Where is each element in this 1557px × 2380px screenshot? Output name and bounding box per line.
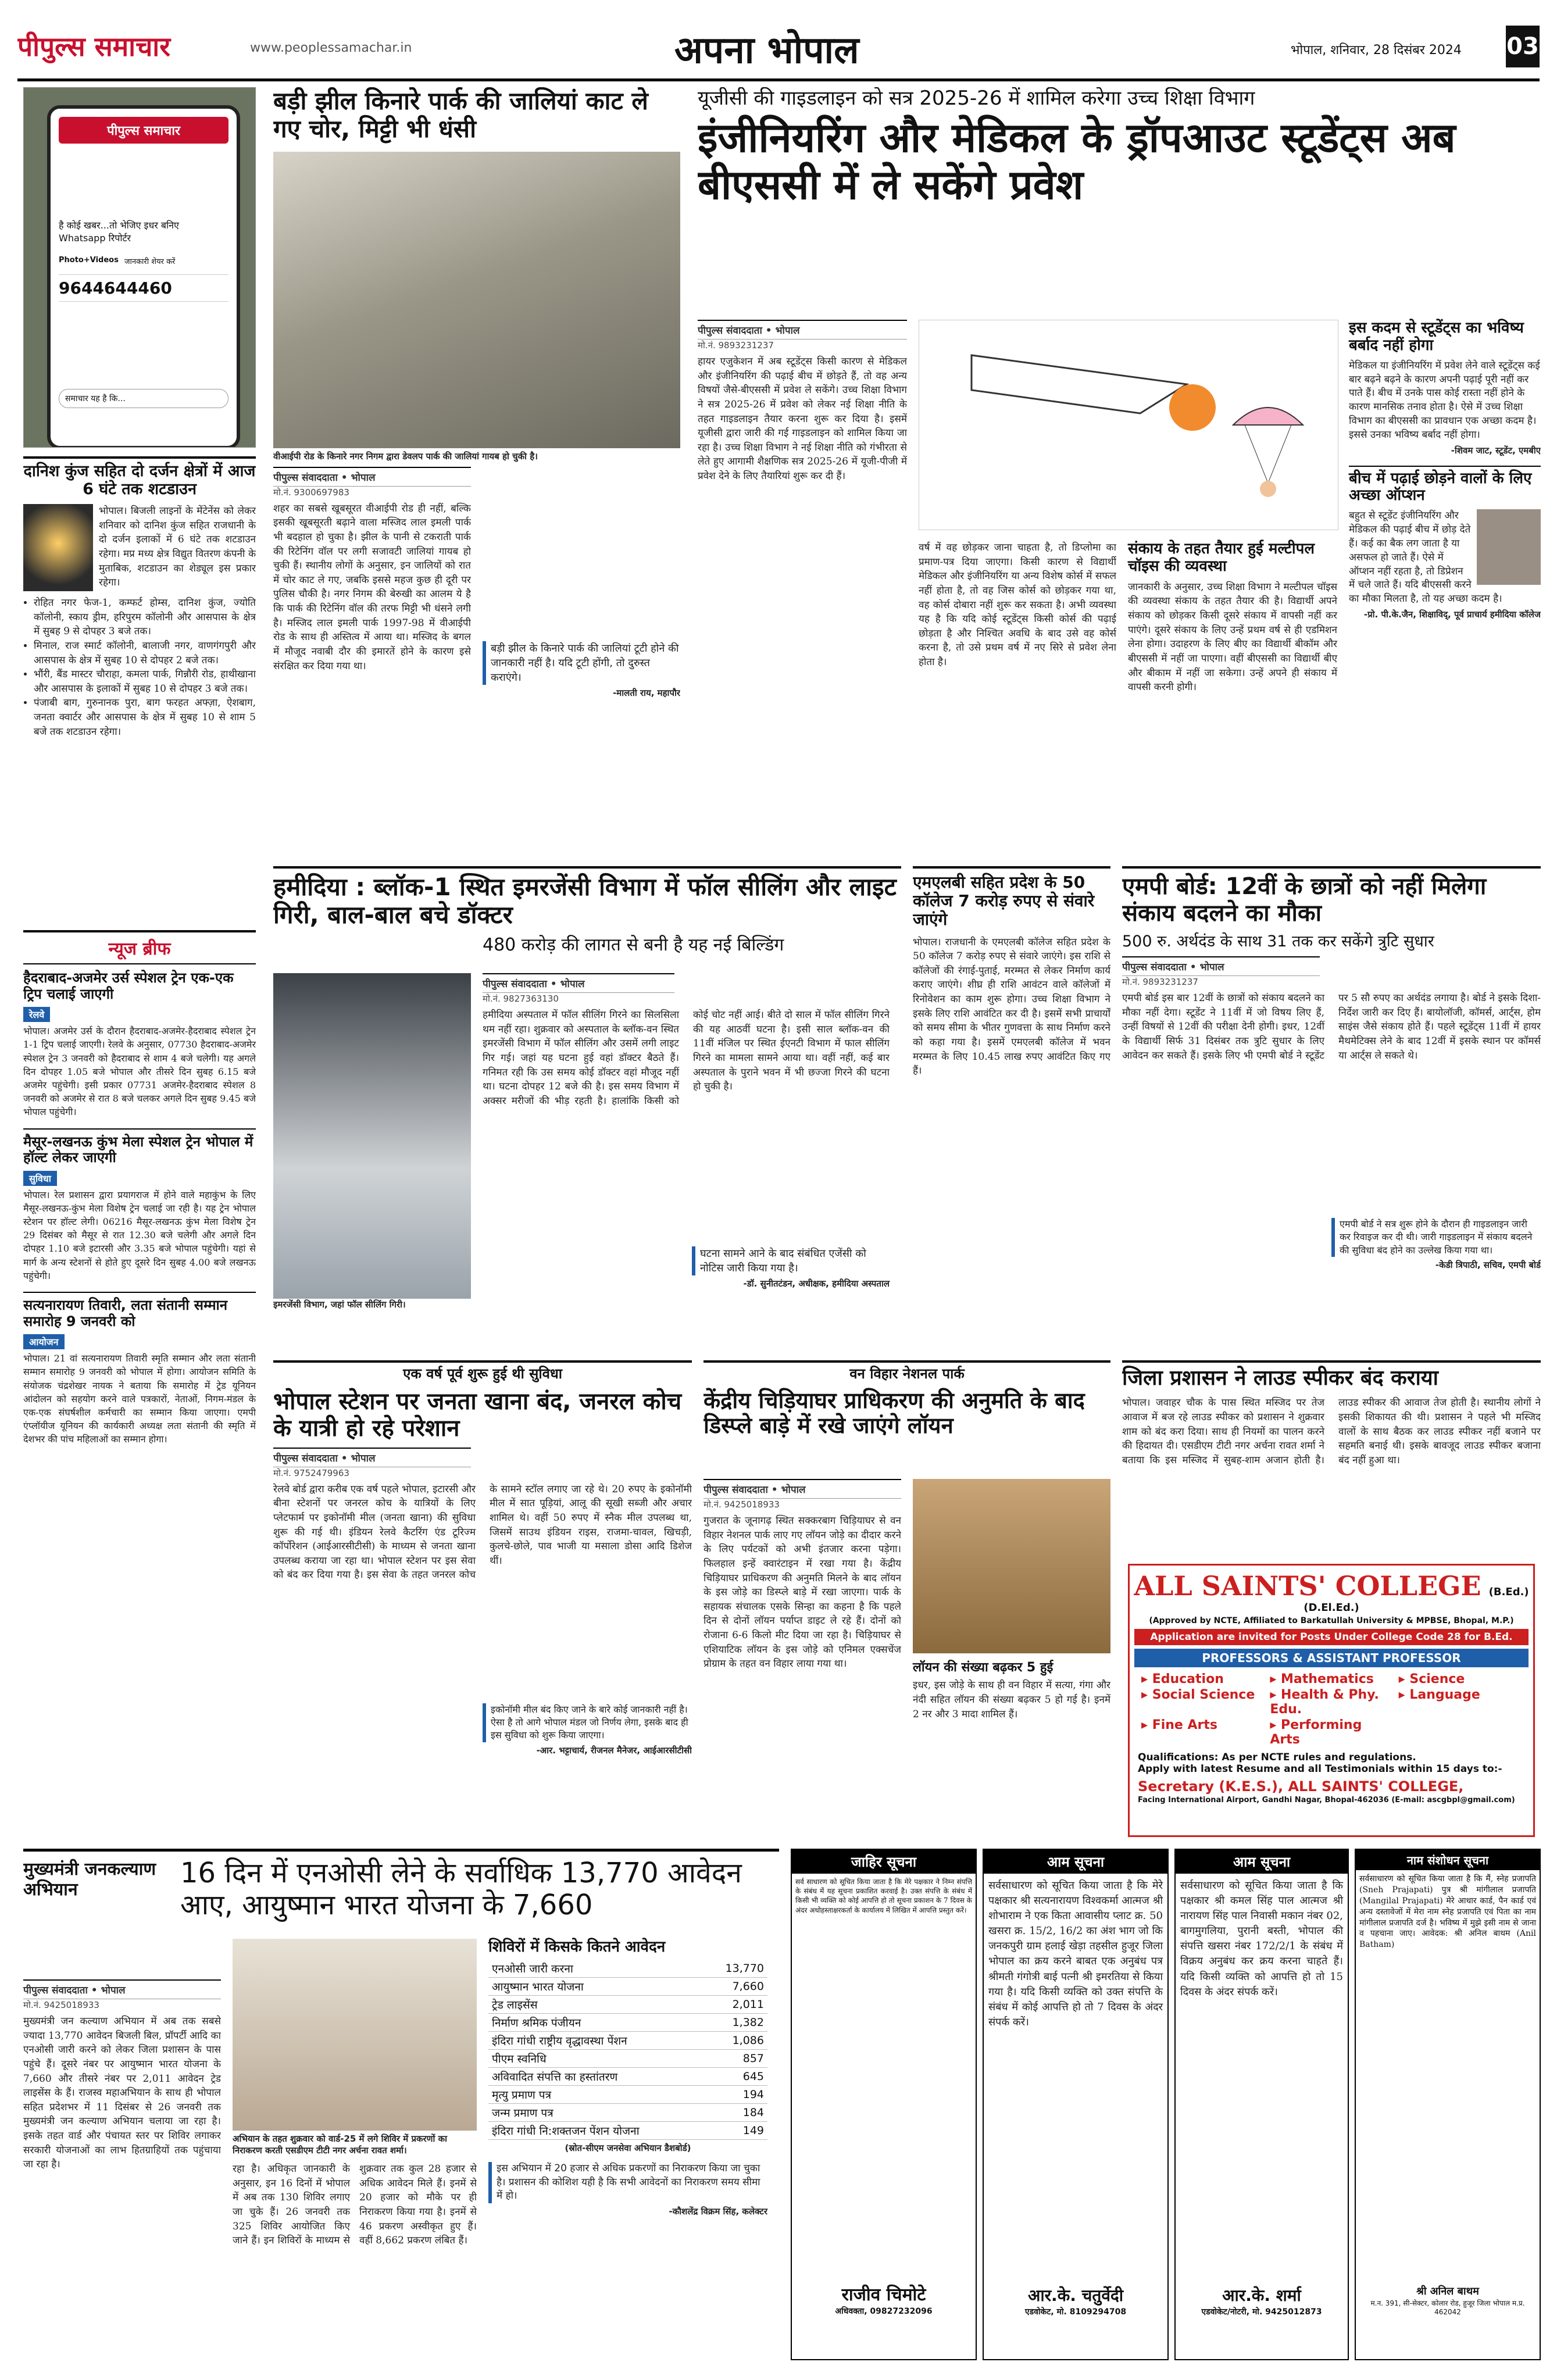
expert-quote-headline[interactable]: बीच में पढ़ाई छोड़ने वालों के लिए अच्छा ऑप्शन (1349, 466, 1541, 505)
notice-4[interactable] (1355, 1849, 1541, 2360)
hamidia-photo (273, 973, 471, 1299)
notice-2[interactable] (983, 1849, 1169, 2360)
colleges-body: भोपाल। राजधानी के एमएलबी कॉलेज सहित प्रदेश के 50 कॉलेज 7 करोड़ रुपए से संवारे जाएंगे। इस राशि से कॉलेजों की रंगाई-पुताई, मरम्मत से लेकर निर्माण कार्य कराए जाएंगे। शीघ्र ही राशि आवंटन वाले कॉलेजों में रिनोवेशन का काम शुरू होगा। उच्च शिक्षा विभाग ने इसके लिए राशि आवंटित कर दी है। इसमें सभी प्राचार्यों को समय सीमा के भीतर गुणवत्ता के साथ निर्माण करने को कहा गया है। इसमें एमएलबी कॉलेज में भवन मरम्मत के लिए 10.45 लाख रुपए आवंटित किए गए हैं। (913, 936, 1110, 1077)
power-cut-body: भोपाल। बिजली लाइनों के मेंटेनेंस को लेकर शनिवार को दानिश कुंज सहित राजधानी के दो दर्जन इलाकों में 6 घंटे तक शटडाउन रहेगा। मप्र मध्य क्षेत्र विद्युत वितरण कंपनी के मुताबिक, शटडाउन का शेड्यूल इस प्रकार रहेगा। (99, 505, 256, 589)
station-story (273, 1360, 692, 1837)
lake-body: शहर का सबसे खूबसूरत वीआईपी रोड ही नहीं, बल्कि इसकी खूबसूरती बढ़ाने वाला मस्जिद लाल इमली पार्क भी बदहाल हो चुका है। झील के पानी से टकराती पार्क की रिटेनिंग वॉल पर लगी सजावटी जालियां गायब हो चुकी हैं। स्थानीय लोगों के अनुसार, इन जालियों को रात में चोर काट ले गए, जबकि इससे महज कुछ ही दूरी पर पुलिस चौकी है। नगर निगम की बेरुखी का आलम ये है कि पार्क की रिटेनिंग वॉल की तरफ मिट्टी भी धंसने लगी है। मस्जिद लाल इमली पार्क 1997-98 में वीआईपी रोड के साथ ही अस्तित्व में आया था। मस्जिद के बगल में मौजूद नवाबी दौर की इमारतें होने के कारण इसे संरक्षित कर दिया गया था। (273, 502, 471, 672)
lion-byline: पीपुल्स संवाददाता • भोपाल (703, 1479, 901, 1499)
table-row: ट्रेड लाइसेंस 2,011 (488, 1995, 767, 2013)
collector-quote: इस अभियान में 20 हजार से अधिक प्रकरणों का निराकरण किया जा चुका है। प्रशासन की कोशिश यही है कि सभी आवेदनों का निराकरण समय सीमा में हो। (488, 2162, 767, 2203)
college-address: Facing International Airport, Gandhi Nagar, Bhopal-462036 (E-mail: ascgbpl@gmail.com) (1138, 1796, 1515, 1804)
lion-headline[interactable]: केंद्रीय चिड़ियाघर प्राधिकरण की अनुमति के बाद डिस्प्ले बाड़े में रखे जाएंगे लॉयन (703, 1387, 1085, 1439)
ayushman-story (23, 1849, 779, 2360)
station-body: रेलवे बोर्ड द्वारा करीब एक वर्ष पहले भोपाल, इटारसी और बीना स्टेशनों पर जनरल कोच के यात्रियों के लिए प्लेटफार्म पर इकोनॉमी मील (जनता खाना) की सुविधा शुरू की गई थी। इंडियन रेलवे कैटरिंग एंड टूरिज्म कॉर्पोरेशन (आईआरसीटीसी) के माध्यम से जनता खाना उपलब्ध कराया जा रहा था। भोपाल स्टेशन पर इस सेवा को बंद कर दिया गया है। इस सेवा के तहत जनरल कोच के सामने स्टॉल लगाए जा रहे थे। 20 रुपए के इकोनॉमी मील में सात पूड़ियां, आलू की सूखी सब्जी और अचार शामिल थे। वहीं 50 रुपए में स्नैक मील उपलब्ध था, जिसमें साउथ इंडियन राइस, राजमा-चावल, खिचड़ी, कुलचे-छोले, पाव भाजी या मसाला डोसा आदि डिशेज थीं। (273, 1483, 692, 1581)
applications-table (488, 1960, 767, 2140)
brief-3-body: भोपाल। 21 वां सत्यनारायण तिवारी स्मृति सम्मान और लता संतानी सम्मान समारोह 9 जनवरी को भोपाल में होगा। आयोजन समिति के संयोजक चंद्रशेखर नायक ने बताया कि समारोह में ट्रेड यूनियन आंदोलन को सहयोग करने वाले पत्रकारों, नेताओं, निगम-मंडल के एक-एक संघर्षशील कर्मचारी का सम्मान किया जाएगा। एमपी एंप्लॉयीज यूनियन की कार्यकारी अध्यक्ष लता संतानी की स्मृति में देशभर की पांच महिलाओं का सम्मान होगा। (23, 1353, 256, 1445)
notice-text: सर्व साधारण को सूचित किया जाता है कि मेरे पक्षकार ने निम्न संपत्ति के संबंध में यह सूचना प्रकाशित करवाई है। उक्त संपत्ति के संबंध में किसी भी व्यक्ति को कोई आपत्ति हो तो सूचना प्रकाशन के 7 दिवस के अंदर अधोहस्ताक्षरकर्ता के कार्यालय में लिखित में आपत्ति प्रस्तुत करें। (795, 1878, 972, 1914)
website-url[interactable]: www.peoplessamachar.in (250, 41, 412, 55)
plane-parachute-icon (919, 320, 1338, 530)
ugc-body-1: हायर एजुकेशन में अब स्टूडेंट्स किसी कारण से मेडिकल और इंजीनियरिंग की पढ़ाई बीच में छोड़ते हैं, तो वह अन्य विषयों जैसे-बीएससी में प्रवेश ले सकेंगे। उच्च शिक्षा विभाग ने सत्र 2025-26 में प्रवेश को लेकर नई शिक्षा नीति के तहत गाइडलाइन तैयार करना शुरू कर दिया है। इसमें यूजीसी द्वारा जारी की गई गाइडलाइन को शामिल किया जा रहा है। उच्च शिक्षा विभाग ने नई शिक्षा नीति को गंभीरता से लेते हुए आगामी शैक्षणिक सत्र 2025-26 में यूजी-पीजी में प्रवेश देने के लिए तैयारियां शुरू कर दी हैं। (698, 356, 907, 483)
subject-item: ▸ Language (1398, 1688, 1480, 1702)
notice-1[interactable] (791, 1849, 977, 2360)
student-quote-headline[interactable]: इस कदम से स्टूडेंट्स का भविष्य बर्बाद नहीं होगा (1349, 319, 1524, 354)
ad-tagline: है कोई खबर...तो भेजिए इधर बनिए Whatsapp रिपोर्टर (59, 220, 179, 244)
subject-item: ▸ Mathematics (1270, 1672, 1374, 1686)
table-row: इंदिरा गांधी राष्ट्रीय वृद्धावस्था पेंशन 1,086 (488, 2031, 767, 2049)
lake-quote-author: -मालती राय, महापौर (613, 688, 680, 699)
college-courses: (B.Ed.) (D.El.Ed.) (1304, 1586, 1529, 1614)
notice-title: नाम संशोधन सूचना (1356, 1850, 1540, 1870)
brief-2-headline[interactable]: मैसूर-लखनऊ कुंभ मेला स्पेशल ट्रेन भोपाल में हॉल्ट लेकर जाएगी (23, 1128, 256, 1166)
lion-box-body: इधर, इस जोड़े के साथ ही वन विहार में सत्या, गंगा और नंदी सहित लॉयन की संख्या बढ़कर 5 हो गई है। इनमें 2 नर और 3 मादा शामिल हैं। (913, 1679, 1110, 1720)
cartoon-image (919, 320, 1338, 530)
mp-board-story (1122, 866, 1541, 1343)
expert-quote: बहुत से स्टूडेंट इंजीनियरिंग और मेडिकल की पढ़ाई बीच में छोड़ देते हैं। कई का बैक लग जाता है या असफल हो जाते हैं। ऐसे में ऑप्शन नहीं रहता है, तो डिप्रेशन में चले जाते हैं। यदि बीएससी करने का मौका मिलता है, तो यह अच्छा कदम है। (1349, 510, 1502, 605)
station-kicker: एक वर्ष पूर्व शुरू हुई थी सुविधा (403, 1366, 562, 1382)
subject-item: ▸ Health & Phy. Edu. (1270, 1688, 1379, 1717)
notice-signer: आर.के. शर्मा (1222, 2286, 1301, 2305)
whatsapp-reporter-ad[interactable] (23, 87, 256, 448)
mp-board-mobile: मो.नं. 9893231237 (1122, 977, 1198, 988)
bulb-icon (23, 504, 93, 591)
ugc-story (698, 87, 1541, 849)
ayushman-photo-caption: अभियान के तहत शुक्रवार को वार्ड-25 में लगे शिविर में प्रकरणों का निराकरण करती एसडीएम टीटी नगर अर्चना रावत शर्मा। (233, 2134, 447, 2156)
subject-item: ▸ Social Science (1141, 1688, 1255, 1702)
student-quote-author: -शिवम जाट, स्टूडेंट, एमबीए (1451, 445, 1541, 456)
lion-box-headline[interactable]: लॉयन की संख्या बढ़कर 5 हुई (913, 1660, 1054, 1675)
subject-item: ▸ Science (1398, 1672, 1465, 1686)
lake-story (273, 87, 680, 849)
colleges-headline[interactable]: एमएलबी सहित प्रदेश के 50 कॉलेज 7 करोड़ रुपए से संवारे जाएंगे (913, 873, 1095, 930)
college-name: ALL SAINTS' COLLEGE (1134, 1570, 1481, 1602)
expert-quote-author: -प्रो. पी.के.जैन, शिक्षाविद्, पूर्व प्राचार्य हमीदिया कॉलेज (1363, 609, 1541, 620)
dateline: भोपाल, शनिवार, 28 दिसंबर 2024 (1291, 43, 1462, 58)
mp-board-subhead: 500 रु. अर्थदंड के साथ 31 तक कर सकेंगे त्रुटि सुधार (1122, 932, 1434, 950)
station-byline: पीपुल्स संवाददाता • भोपाल (273, 1448, 471, 1467)
notice-signer: श्री अनिल बाथम (1416, 2285, 1479, 2297)
posts-title: PROFESSORS & ASSISTANT PROFESSOR (1134, 1649, 1529, 1667)
table-source: (स्रोत-सीएम जनसेवा अभियान डैशबोर्ड) (565, 2142, 691, 2153)
ugc-kicker: यूजीसी की गाइडलाइन को सत्र 2025-26 में शामिल करेगा उच्च शिक्षा विभाग (698, 87, 1255, 110)
masthead (17, 17, 1540, 81)
page-number: 03 (1506, 26, 1540, 67)
applications-table-title: शिविरों में किसके कितने आवेदन (488, 1938, 666, 1956)
hamidia-body: हमीदिया अस्पताल में फॉल सीलिंग गिरने का सिलसिला थम नहीं रहा। शुक्रवार को अस्पताल के ब्लॉक-वन स्थित इमरजेंसी विभाग में फॉल सीलिंग और उसमें लगी लाइट गिर गई। जहां यह घटना हुई वहां डॉक्टर बैठते हैं। गनिमत रही कि उस समय कोई डॉक्टर वहां मौजूद नहीं था। घटना दोपहर 12 बजे की है। इस समय विभाग में अक्सर मरीजों की भीड़ रहती है। हालांकि किसी को कोई चोट नहीं आई। बीते दो साल में फॉल सीलिंग गिरने की यह आठवीं घटना है। इसी साल ब्लॉक-वन की 11वीं मंजिल पर स्थित ईएनटी विभाग में फाल सीलिंग गिरने का मामला सामने आया था। वहीं नहीं, कई बार अस्पताल के पुराने भवन में भी छज्जा गिरने की घटना हो चुकी है। (483, 1009, 890, 1107)
table-row: मृत्यु प्रमाण पत्र 194 (488, 2085, 767, 2103)
loudspeaker-headline[interactable]: जिला प्रशासन ने लाउड स्पीकर बंद कराया (1122, 1366, 1438, 1390)
loudspeaker-story (1122, 1360, 1541, 1552)
college-secretary: Secretary (K.E.S.), ALL SAINTS' COLLEGE, (1138, 1778, 1464, 1795)
ayushman-photo (233, 1939, 477, 2131)
table-row: एनओसी जारी करना 13,770 (488, 1960, 767, 1978)
ayushman-mobile: मो.नं. 9425018933 (23, 2000, 99, 2010)
mp-board-quote: एमपी बोर्ड ने सत्र शुरू होने के दौरान ही गाइडलाइन जारी कर रिवाइज कर दी थी। जारी गाइडलाइन में संकाय बदलने की सुविधा बंद होने का उल्लेख किया गया था। (1331, 1218, 1541, 1257)
college-qualification: Qualifications: As per NCTE rules and regulations. (1138, 1752, 1416, 1763)
table-row: आयुष्मान भारत योजना 7,660 (488, 1977, 767, 1995)
brief-1-label: रेलवे (23, 1007, 50, 1022)
hamidia-quote-author: -डॉ. सुनीतटंडन, अधीक्षक, हमीदिया अस्पताल (743, 1278, 890, 1289)
notice-signer-detail: एडवोकेट, मो. 8109294708 (1024, 2307, 1127, 2317)
ad-info-label: जानकारी शेयर करें (124, 258, 176, 267)
campaign-tag: मुख्यमंत्री जनकल्याण अभियान (23, 1859, 156, 1900)
ayushman-headline[interactable]: 16 दिन में एनओसी लेने के सर्वाधिक 13,770 आवेदन आए, आयुष्मान भारत योजना के 7,660 (180, 1857, 742, 1922)
news-brief-title: न्यूज ब्रीफ (23, 932, 256, 964)
hamidia-mobile: मो.नं. 9827363130 (483, 994, 559, 1004)
college-apply: Apply with latest Resume and all Testimonials within 15 days to:- (1138, 1763, 1502, 1775)
notice-title: जाहिर सूचना (792, 1850, 976, 1874)
hamidia-headline[interactable]: हमीदिया : ब्लॉक-1 स्थित इमरजेंसी विभाग में फॉल सीलिंग और लाइट गिरी, बाल-बाल बचे डॉक्टर (273, 873, 897, 930)
notice-text: सर्वसाधारण को सूचित किया जाता है कि मेरे पक्षकार श्री सत्यनारायण विश्वकर्मा आत्मज श्री शोभाराम ने एक किता आवासीय प्लाट क्र. 50 खसरा क्र. 15/2, 16/2 का अंश भाग जो कि जनकपुरी ग्राम हलाई खेड़ा तहसील हुजूर जिला भोपाल का क्रय करने बाबत एक अनुबंध पत्र श्रीमती गंगोत्री बाई पत्नी श्री इमरतिया से किया गया है। यदि किसी व्यक्ति को उक्त संपत्ति के संबंध में कोई आपत्ति हो तो 7 दिवस के अंदर संपर्क करें। (988, 1879, 1163, 2028)
collector-quote-author: -कौशलेंद्र विक्रम सिंह, कलेक्टर (669, 2206, 767, 2217)
table-row: इंदिरा गांधी नि:शक्तजन पेंशन योजना 149 (488, 2121, 767, 2139)
hamidia-subhead: 480 करोड़ की लागत से बनी है यह नई बिल्डिंग (483, 934, 784, 955)
mp-board-body: एमपी बोर्ड इस बार 12वीं के छात्रों को संकाय बदलने का मौका नहीं देगा। स्टूडेंट ने 11वीं में जो विषय लिए हैं, उन्हीं विषयों से 12वीं की परीक्षा देनी होगी। इधर, 12वीं के विद्यार्थी सिर्फ 31 दिसंबर तक त्रुटि सुधार के लिए आवेदन कर सकते हैं। इसके लिए भी एमपी बोर्ड ने स्टूडेंट पर 5 सौ रुपए का अर्थदंड लगाया है। बोर्ड ने इसके दिशा-निर्देश जारी कर दिए हैं। बायोलॉजी, कॉमर्स, आर्ट्स, होम साइंस जैसे संकाय होते हैं। पहले स्टूडेंट्स 11वीं में हायर मैथमेटिक्स लेने के बाद 12वीं में इसके स्थान पर कॉमर्स या आर्ट्स ले सकते थे। (1122, 992, 1541, 1062)
student-quote: मेडिकल या इंजीनियरिंग में प्रवेश लेने वाले स्टूडेंट्स कई बार बढ़ने बढ़ने के कारण अपनी पढ़ाई पूरी नहीं कर पाते हैं। बीच में उनके पास कोई रास्ता नहीं होने के कारण मानसिक तनाव होता है। ऐसे में उच्च शिक्षा विभाग का बीएससी का प्रावधान एक अच्छा कदम है। इससे उनका भविष्य बर्बाद नहीं होगा। (1349, 359, 1540, 441)
power-cut-item: • पंजाबी बाग, गुरुनानक पुरा, बाग फरहत अफ्ज़ा, ऐशबाग, जनता क्वार्टर और आसपास के क्षेत्र में सुबह 10 से शाम 5 बजे तक शटडाउन रहेगा। (34, 696, 256, 739)
lion-story (703, 1360, 1110, 1837)
mp-board-byline: पीपुल्स संवाददाता • भोपाल (1122, 956, 1320, 976)
ugc-body-2: वर्ष में वह छोड़कर जाना चाहता है, तो डिप्लोमा का प्रमाण-पत्र दिया जाएगा। किसी कारण से विद्यार्थी मेडिकल और इंजीनियरिंग या अन्य विशेष कोर्स में सफल नहीं होता है, तो वह जिस कोर्स को छोड़कर गया था, वह कोर्स दोबारा नहीं शुरू कर सकता है। अभी व्यवस्था यह है कि यदि कोई स्टूडेंट्स किसी कोर्स की पढ़ाई छोड़ता है और निश्चित अवधि के बाद उसे वह कोर्स करना है, तो उसे प्रथम वर्ष में नए सिरे से प्रवेश लेना होता है। (919, 542, 1116, 669)
table-row: निर्माण श्रमिक पंजीयन 1,382 (488, 2013, 767, 2031)
notice-title: आम सूचना (1176, 1850, 1348, 1874)
hamidia-story (273, 866, 901, 1343)
ugc-byline: पीपुल्स संवाददाता • भोपाल (698, 320, 907, 340)
brief-2-label: सुविधा (23, 1171, 57, 1186)
brief-3-headline[interactable]: सत्यनारायण तिवारी, लता संतानी सम्मान समारोह 9 जनवरी को (23, 1292, 256, 1330)
ad-logo: पीपुल्स समाचार (59, 117, 228, 144)
notice-signer: राजीव चिमोटे (841, 2285, 926, 2305)
expert-avatar (1477, 509, 1541, 585)
subject-item: ▸ Fine Arts (1141, 1718, 1218, 1732)
news-brief (23, 930, 256, 1837)
ad-phone-number[interactable]: 9644644460 (59, 274, 228, 302)
mp-board-quote-author: -केडी त्रिपाठी, सचिव, एमपी बोर्ड (1435, 1260, 1541, 1271)
college-approval: (Approved by NCTE, Affiliated to Barkatullah University & MPBSE, Bhopal, M.P.) (1149, 1616, 1514, 1625)
station-headline[interactable]: भोपाल स्टेशन पर जनता खाना बंद, जनरल कोच के यात्री हो रहे परेशान (273, 1388, 682, 1442)
notice-signer: आर.के. चतुर्वेदी (1027, 2286, 1124, 2305)
ayushman-body-2: रहा है। अधिकृत जानकारी के अनुसार, इन 16 दिनों में भोपाल में अब तक 130 शिविर लगाए जा चुके हैं। 26 जनवरी तक 325 शिविर आयोजित किए जाने हैं। इन शिविरों के माध्यम से शुक्रवार तक कुल 28 हजार से अधिक आवेदन मिले हैं। इनमें से 20 हजार को मौके पर ही निराकरण किया गया है। इनमें से 46 प्रकरण अस्वीकृत हुए हैं। वहीं 8,662 प्रकरण लंबित हैं। (233, 2163, 477, 2247)
lion-kicker: वन विहार नेशनल पार्क (849, 1366, 965, 1382)
lake-quote: बड़ी झील के किनारे पार्क की जालियां टूटी होने की जानकारी नहीं है। यदि टूटी होंगी, तो दुरुस्त कराएंगे। (483, 641, 680, 685)
college-invite: Application are invited for Posts Under College Code 28 for B.Ed. (1134, 1629, 1529, 1645)
hamidia-photo-caption: इमरजेंसी विभाग, जहां फॉल सीलिंग गिरी। (273, 1299, 406, 1310)
lake-headline[interactable]: बड़ी झील किनारे पार्क की जालियां काट ले गए चोर, मिट्टी भी धंसी (273, 87, 648, 144)
notice-text: सर्वसाधारण को सूचित किया जाता है कि मैं, स्नेह प्रजापति (Sneh Prajapati) पुत्र श्री मांगीलाल प्रजापति (Mangilal Prajapati) मेरे आधार कार्ड, पैन कार्ड एवं अन्य दस्तावेजों में मेरा नाम स्नेह प्रजापति एवं पिता का नाम मांगीलाल प्रजापति दर्ज है। भविष्य में मुझे इसी नाम से जाना व पहचाना जाए। आवेदक: श्री अनिल बाथम (Anil Batham) (1359, 1874, 1536, 1950)
power-cut-item: • भौंरी, बैंड मास्टर चौराहा, कमला पार्क, गिन्नौरी रोड, हाथीखाना और आसपास के इलाकों में सुबह 10 से दोपहर 3 बजे तक। (34, 667, 256, 696)
power-cut-item: • मिनाल, राज स्मार्ट कॉलोनी, बालाजी नगर, वाणगंगपुरी और आसपास के क्षेत्र में सुबह 10 से दोपहर 2 बजे तक। (34, 639, 256, 667)
mp-board-headline[interactable]: एमपी बोर्ड: 12वीं के छात्रों को नहीं मिलेगा संकाय बदलने का मौका (1122, 873, 1487, 927)
notice-signer-detail: एडवोकेट/नोटरी, मो. 9425012873 (1201, 2307, 1322, 2317)
notice-signer-detail: अधिवक्ता, 09827232096 (835, 2307, 933, 2316)
brief-3-label: आयोजन (23, 1334, 65, 1349)
power-cut-headline[interactable]: दानिश कुंज सहित दो दर्जन क्षेत्रों में आज 6 घंटे तक शटडाउन (23, 462, 256, 499)
ad-chat-bubble: समाचार यह है कि... (59, 389, 228, 408)
lake-photo (273, 152, 680, 448)
lion-photo (913, 1479, 1110, 1653)
section-title: अपना भोपाल (674, 29, 859, 72)
lake-photo-caption: वीआईपी रोड के किनारे नगर निगम द्वारा डेवलप पार्क की जालियां गायब हो चुकी है। (273, 451, 538, 462)
notice-title: आम सूचना (984, 1850, 1167, 1874)
subjects-list (1130, 1667, 1533, 1752)
paper-logo[interactable]: पीपुल्स समाचार (17, 31, 171, 62)
ugc-headline[interactable]: इंजीनियरिंग और मेडिकल के ड्रॉपआउट स्टूडेंट्स अब बीएससी में ले सकेंगे प्रवेश (698, 114, 1456, 209)
table-row: पीएम स्वनिधि 857 (488, 2049, 767, 2067)
brief-1-headline[interactable]: हैदराबाद-अजमेर उर्स स्पेशल ट्रेन एक-एक ट्रिप चलाई जाएगी (23, 970, 234, 1002)
notice-3[interactable] (1174, 1849, 1349, 2360)
table-row: अविवादित संपत्ति का हस्तांतरण 645 (488, 2067, 767, 2085)
power-cut-item: • रोहित नगर फेज-1, कम्फर्ट होम्स, दानिश कुंज, ज्योति कॉलोनी, स्काय ड्रीम, हरिपुरम कॉलोनी और आसपास के क्षेत्र में सुबह 9 से दोपहर 3 बजे तक। (34, 596, 256, 639)
lion-body: गुजरात के जूनागढ़ स्थित सक्करबाग चिड़ियाघर से वन विहार नेशनल पार्क लाए गए लॉयन जोड़े का दीदार करने के लिए पर्यटकों को अभी इंतजार करना पड़ेगा। फिलहाल इन्हें क्वारंटाइन में रखा गया है। केंद्रीय चिड़ियाघर प्राधिकरण की अनुमति मिलने के बाद लॉयन के इस जोड़े का डिस्प्ले बाड़े में रखा जाएगा। पार्क के सहायक संचालक एसके सिन्हा का कहना है कि पहले दिन से दोनों लॉयन पर्याप्त डाइट ले रहे हैं। दोनों को रोजाना 6-6 किलो मीट दिया जा रहा है। चिड़ियाघर से एशियाटिक लॉयन के इस जोड़े को एनिमल एक्सचेंज प्रोग्राम के तहत वन विहार लाया गया था। (703, 1515, 901, 1670)
faculty-box-body: जानकारी के अनुसार, उच्च शिक्षा विभाग ने मल्टीपल चॉइस की व्यवस्था संकाय के तहत तैयार की है। विद्यार्थी अपने संकाय को छोड़कर किसी दूसरे संकाय में वापसी नहीं कर पाएंगे। दूसरे संकाय के लिए उन्हें प्रथम वर्ष से ही एडमिशन लेना होगा। उदाहरण के लिए बीए का विद्यार्थी बीकॉम और बीएससी में नहीं जा पाएगा। वहीं बीएससी का विद्यार्थी बीए और बीकाम में नहीं जा सकेगा। उन्हें अपने ही संकाय में वापसी करनी होगी। (1128, 581, 1337, 694)
lake-mobile: मो.नं. 9300697983 (273, 487, 349, 498)
hamidia-quote: घटना सामने आने के बाद संबंधित एजेंसी को नोटिस जारी किया गया है। (692, 1246, 890, 1275)
subject-item: ▸ Education (1141, 1672, 1224, 1686)
notice-text: सर्वसाधारण को सूचित किया जाता है कि पक्षकार श्री कमल सिंह पाल आत्मज श्री नारायण सिंह पाल निवासी मकान नंबर 02, बागमुगलिया, पुरानी बस्ती, भोपाल की संपत्ति खसरा नंबर 172/2/1 के संबंध में विक्रय अनुबंध कर क्रय करना चाहते हैं। यदि किसी व्यक्ति को आपत्ति हो तो 15 दिवस के अंदर संपर्क करें। (1180, 1879, 1343, 1998)
station-quote-author: -आर. भट्टाचार्य, रीजनल मैनेजर, आईआरसीटीसी (536, 1745, 692, 1756)
station-mobile: मो.नं. 9752479963 (273, 1467, 349, 1478)
faculty-box-headline[interactable]: संकाय के तहत तैयार हुई मल्टीपल चॉइस की व्यवस्था (1128, 540, 1315, 575)
subject-item: ▸ Performing Arts (1270, 1718, 1362, 1747)
brief-1-body: भोपाल। अजमेर उर्स के दौरान हैदराबाद-अजमेर-हैदराबाद स्पेशल ट्रेन 1-1 ट्रिप चलाई जाएगी। रेलवे के अनुसार, 07730 हैदराबाद-अजमेर स्पेशल ट्रेन 3 जनवरी को हैदराबाद से शाम 4 बजे चलेगी। यह अगले दिन दोपहर 1.05 बजे भोपाल और तीसरे दिन सुबह 6.15 बजे अजमेर पहुंचेगी। इसी प्रकार 07731 अजमेर-हैदराबाद स्पेशल 8 जनवरी को अजमेर से रात 8 बजे चलकर अगले दिन सुबह 9.45 बजे भोपाल पहुंचेगी। (23, 1025, 256, 1118)
ugc-mobile: मो.नं. 9893231237 (698, 340, 774, 351)
college-ad[interactable] (1128, 1564, 1535, 1837)
hamidia-byline: पीपुल्स संवाददाता • भोपाल (483, 973, 674, 993)
ad-photo-label: Photo+Videos (59, 256, 119, 265)
loudspeaker-body: भोपाल। जवाहर चौक के पास स्थित मस्जिद पर तेज आवाज में बज रहे लाउड स्पीकर को प्रशासन ने शुक्रवार शाम को बंद करा दिया। साथ ही नियमों का पालन करने की हिदायत दी। एसडीएम टीटी नगर अर्चना रावत शर्मा ने बताया कि इस मस्जिद में सुबह-शाम अजान होती है। लाउड स्पीकर की आवाज तेज होती है। स्थानीय लोगों ने इसकी शिकायत की थी। प्रशासन ने पहले भी मस्जिद वालों के साथ बैठक कर लाउड स्पीकर नहीं बजाने पर सहमति बनाई थी। इसके बावजूद लाउड स्पीकर बजाना बंद नहीं हुआ था। (1122, 1397, 1541, 1466)
station-quote: इकोनॉमी मील बंद किए जाने के बारे कोई जानकारी नहीं है। ऐसा है तो आगे भोपाल मंडल जो निर्णय लेगा, इसके बाद ही इस सुविधा को शुरू किया जाएगा। (483, 1703, 692, 1742)
lion-mobile: मो.नं. 9425018933 (703, 1499, 780, 1510)
power-cut-story (23, 456, 256, 921)
ayushman-byline: पीपुल्स संवाददाता • भोपाल (23, 1979, 221, 1999)
notice-signer-detail: म.न. 391, सी-सेक्टर, कोलार रोड, हुजूर जिला भोपाल म.प्र. 462042 (1370, 2299, 1525, 2316)
lake-byline: पीपुल्स संवाददाता • भोपाल (273, 467, 471, 487)
table-row: जन्म प्रमाण पत्र 184 (488, 2103, 767, 2121)
power-cut-list (23, 596, 256, 739)
colleges-story (913, 866, 1110, 1343)
brief-2-body: भोपाल। रेल प्रशासन द्वारा प्रयागराज में होने वाले महाकुंभ के लिए मैसूर-लखनऊ-कुंभ मेला विशेष ट्रेन चलाई जा रही है। यह ट्रेन भोपाल स्टेशन पर हॉल्ट लेगी। 06216 मैसूर-लखनऊ कुंभ मेला विशेष ट्रेन 29 दिसंबर को मैसूर से रात 12.30 बजे चलेगी और अगले दिन दोपहर 1.10 बजे इटारसी और 3.35 बजे भोपाल पहुंचेगी। यहां से मार्ग के अन्य स्टेशनों से होते हुए दूसरे दिन सुबह 4.00 बजे लखनऊ पहुंचेगी। (23, 1189, 256, 1281)
ayushman-body: मुख्यमंत्री जन कल्याण अभियान में अब तक सबसे ज्यादा 13,770 आवेदन बिजली बिल, प्रॉपर्टी आदि का एनओसी जारी करने को लेकर जिला प्रशासन के पास पहुंचे हैं। दूसरे नंबर पर आयुष्मान भारत योजना के 7,660 और तीसरे नंबर पर 2,011 आवेदन ट्रेड लाइसेंस के हैं। राजस्व महाअभियान के साथ ही भोपाल सहित प्रदेशभर में 11 दिसंबर से 26 जनवरी तक मुख्यमंत्री जन कल्याण अभियान चलाया जा रहा है। इसके तहत वार्ड और पंचायत स्तर पर शिविर लगाकर सरकारी योजनाओं का लाभ हितग्राहियों तक पहुंचाया जा रहा है। (23, 2016, 221, 2171)
